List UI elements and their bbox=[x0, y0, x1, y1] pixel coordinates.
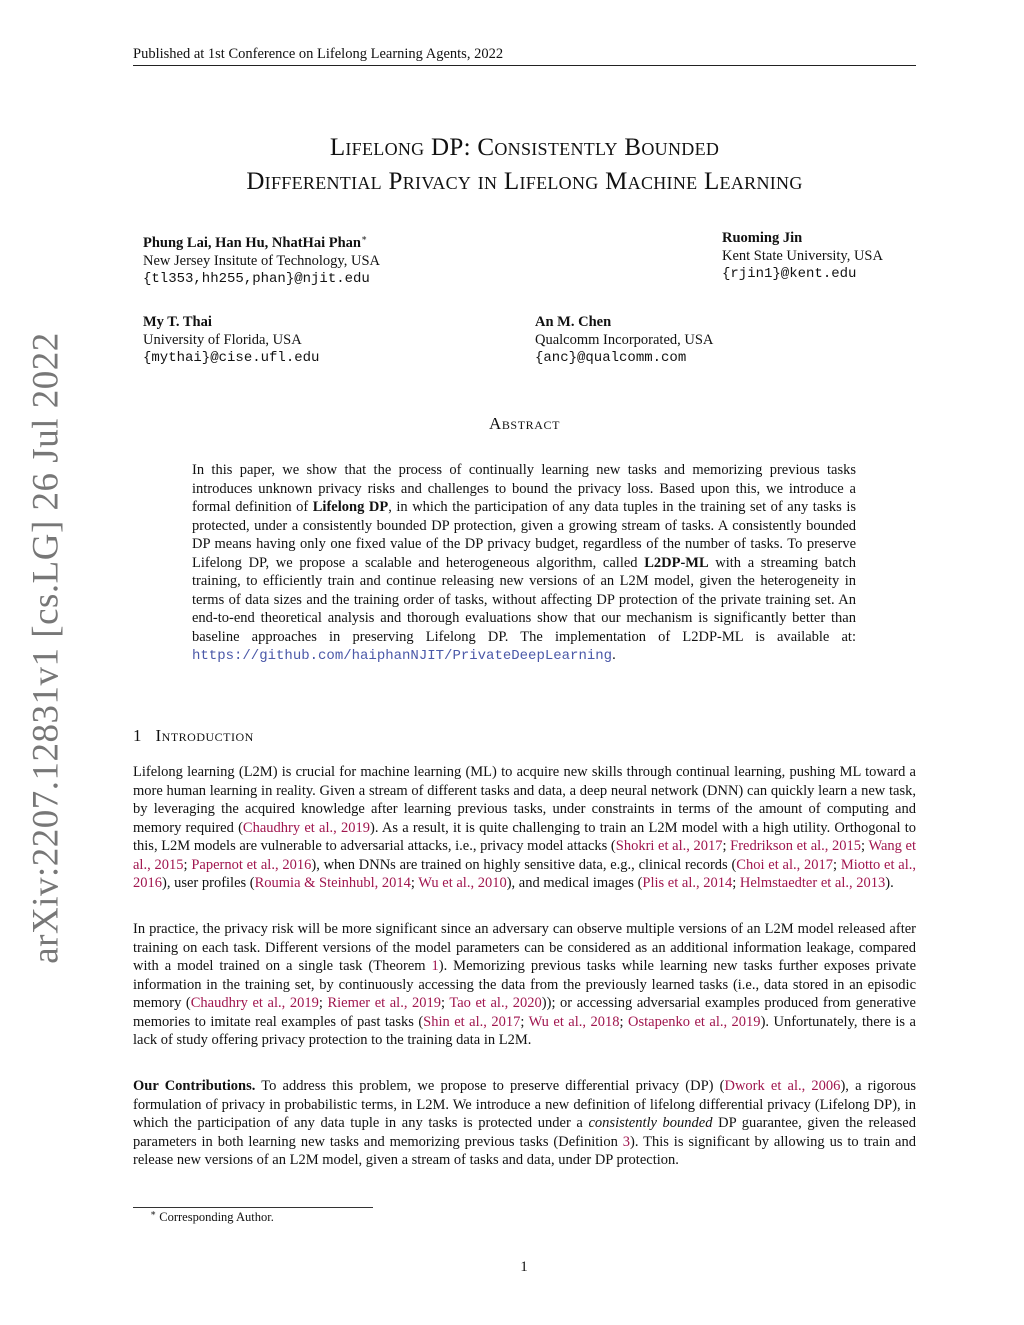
author-email: {tl353,hh255,phan}@njit.edu bbox=[143, 270, 370, 287]
running-header: Published at 1st Conference on Lifelong Learning Agents, 2022 bbox=[133, 46, 504, 62]
footnote-text: Corresponding Author. bbox=[159, 1210, 274, 1225]
citation-link[interactable]: Dwork et al., 2006 bbox=[724, 1078, 841, 1094]
citation-link[interactable]: Helmstaedter et al., 2013 bbox=[739, 875, 886, 891]
author-email: {rjin1}@kent.edu bbox=[722, 266, 857, 282]
citation-link[interactable]: Tao et al., 2020 bbox=[449, 995, 542, 1011]
page-number: 1 bbox=[520, 1259, 528, 1275]
theorem-ref-link[interactable]: 1 bbox=[431, 958, 439, 974]
citation-link[interactable]: Riemer et al., 2019 bbox=[327, 995, 442, 1011]
citation-link[interactable]: Plis et al., 2014 bbox=[642, 875, 733, 891]
author-footnote-mark: ∗ bbox=[360, 233, 368, 243]
citation-link[interactable]: Wu et al., 2010 bbox=[418, 875, 507, 891]
author-block-1 bbox=[143, 229, 380, 288]
author-affiliation: Kent State University, USA bbox=[722, 248, 883, 264]
citation-link[interactable]: Shokri et al., 2017 bbox=[615, 838, 723, 854]
github-link[interactable]: https://github.com/haiphanNJIT/PrivateDeepLearning bbox=[192, 648, 613, 664]
paper-title-line-1: Lifelong DP: Consistently Bounded bbox=[329, 134, 720, 161]
section-title: Introduction bbox=[155, 726, 254, 745]
author-block-2 bbox=[722, 229, 883, 283]
author-names: My T. Thai bbox=[143, 314, 212, 330]
author-names: Ruoming Jin bbox=[722, 230, 803, 246]
author-email: {mythai}@cise.ufl.edu bbox=[143, 350, 320, 366]
citation-link[interactable]: Ostapenko et al., 2019 bbox=[627, 1013, 761, 1030]
author-names: Phung Lai, Han Hu, NhatHai Phan bbox=[143, 234, 361, 251]
author-affiliation: New Jersey Insitute of Technology, USA bbox=[143, 252, 380, 269]
definition-ref-link[interactable]: 3 bbox=[622, 1133, 630, 1150]
author-affiliation: Qualcomm Incorporated, USA bbox=[535, 332, 714, 348]
abstract-body: In this paper, we show that the process of continually learning new tasks and memorizing previous tasks introduces unknown privacy risks and challenges to bound the privacy loss. Based upon this, we introduce a formal definition of Lifelong DP, in which the participation of any data tuples in the training set of any tasks is protected, under a consistently bounded DP protection, given a growing stream of tasks. A consistently bounded DP means having only one fixed value of the DP privacy budget, regardless of the number of tasks. To preserve Lifelong DP, we propose a scalable and heterogeneous algorithm, called L2DP-ML with a streaming batch training, to efficiently train and continue releasing new versions of an L2M model, given the heterogeneity in terms of data sizes and the training order of tasks, without affecting DP protection of the private training set. An end-to-end theoretical analysis and thorough evaluations show that our mechanism is significantly better than baseline approaches in preserving Lifelong DP. The implementation of L2DP-ML is available at: https://github.com/haiphanNJIT/PrivateDeepLearning. bbox=[192, 462, 856, 664]
citation-link[interactable]: Roumia & Steinhubl, 2014 bbox=[254, 875, 411, 891]
section-heading bbox=[133, 726, 254, 746]
author-affiliation: University of Florida, USA bbox=[143, 332, 302, 348]
section-number: 1 bbox=[133, 726, 142, 745]
footnote-mark: ∗ bbox=[150, 1208, 157, 1218]
author-block-4 bbox=[535, 313, 713, 367]
citation-link[interactable]: Fredrikson et al., 2015 bbox=[730, 838, 862, 854]
author-names: An M. Chen bbox=[535, 314, 612, 330]
header-rule bbox=[133, 65, 916, 66]
paper-title-line-2: Differential Privacy in Lifelong Machine Learning bbox=[246, 168, 803, 195]
citation-link[interactable]: Miotto et al., 2016 bbox=[133, 856, 917, 891]
contributions-lead: Our Contributions. bbox=[133, 1078, 256, 1094]
citation-link[interactable]: Chaudhry et al., 2019 bbox=[190, 995, 319, 1011]
intro-paragraph-2: In practice, the privacy risk will be more significant since an adversary can observe multiple versions of an L2M model released after training on each task. Different versions of the model parameters can be considered as an additional information leakage, compared with a model trained on a single task (Theorem 1). Memorizing previous tasks while learning new tasks further exposes private information in the training set, by continuously accessing the data from the previously learned tasks (i.e., data stored in an episodic memory (Chaudhry et al., 2019; Riemer et al., 2019; Tao et al., 2020)); or accessing adversarial examples produced from generative memories to imitate real examples of past tasks (Shin et al., 2017; Wu et al., 2018; Ostapenko et al., 2019). Unfortunately, there is a lack of study offering privacy protection to the training data in L2M. bbox=[133, 921, 916, 1048]
citation-link[interactable]: Shin et al., 2017 bbox=[423, 1013, 521, 1030]
author-block-3 bbox=[143, 313, 319, 367]
author-email: {anc}@qualcomm.com bbox=[535, 350, 687, 366]
footnote bbox=[150, 1208, 274, 1225]
citation-link[interactable]: Papernot et al., 2016 bbox=[191, 856, 312, 873]
arxiv-stamp: arXiv:2207.12831v1 [cs.LG] 26 Jul 2022 bbox=[25, 332, 67, 964]
intro-paragraph-3: Our Contributions. To address this problem, we propose to preserve differential privacy (DP) (Dwork et al., 2006), a rigorous formulation of privacy in probabilistic terms, in L2M. We introduce a new definition of lifelong differential privacy (Lifelong DP), in which the participation of any data tuple in any tasks is protected under a consistently bounded DP guarantee, given the released parameters in both learning new tasks and memorizing previous tasks (Definition 3). This is significant by allowing us to train and release new versions of an L2M model, given a stream of tasks and data, under DP protection. bbox=[133, 1078, 916, 1168]
abstract-heading: Abstract bbox=[488, 414, 561, 433]
intro-paragraph-1: Lifelong learning (L2M) is crucial for machine learning (ML) to acquire new skills through continual learning, pushing ML toward a more human learning in reality. Given a stream of different tasks and data, a deep neural network (DNN) can quickly learn a new task, by leveraging the acquired knowledge after learning previous tasks, under constraints in terms of the amount of computing and memory required (Chaudhry et al., 2019). As a result, it is quite challenging to train an L2M model with a high utility. Orthogonal to this, L2M models are vulnerable to adversarial attacks, i.e., privacy model attacks (Shokri et al., 2017; Fredrikson et al., 2015; Wang et al., 2015; Papernot et al., 2016), when DNNs are trained on highly sensitive data, e.g., clinical records (Choi et al., 2017; Miotto et al., 2016), user profiles (Roumia & Steinhubl, 2014; Wu et al., 2010), and medical images (Plis et al., 2014; Helmstaedter et al., 2013). bbox=[133, 764, 917, 891]
citation-link[interactable]: Wang et al., 2015 bbox=[133, 838, 917, 873]
citation-link[interactable]: Wu et al., 2018 bbox=[528, 1013, 620, 1030]
citation-link[interactable]: Chaudhry et al., 2019 bbox=[242, 819, 370, 836]
citation-link[interactable]: Choi et al., 2017 bbox=[736, 856, 833, 873]
